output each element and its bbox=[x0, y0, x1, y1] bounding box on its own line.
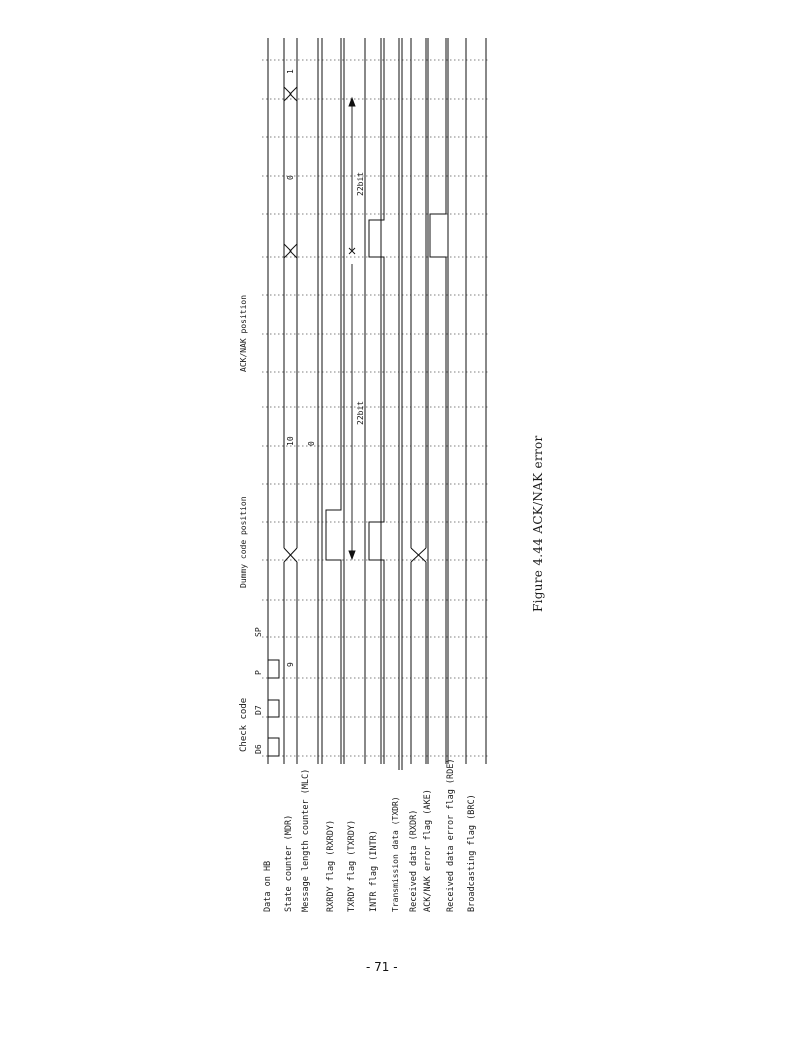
arrow-head bbox=[349, 551, 355, 559]
page-number: - 71 - bbox=[366, 960, 398, 974]
lane-txdr bbox=[399, 38, 402, 770]
dotted-time-gridlines bbox=[262, 60, 488, 756]
state-value-9: 9 bbox=[286, 662, 295, 667]
bit-label-p: P bbox=[254, 670, 263, 675]
bit-box-p bbox=[268, 660, 279, 678]
bit-box-d6 bbox=[268, 738, 279, 756]
span-label-second: 22bit bbox=[356, 171, 365, 196]
state-value-0: 0 bbox=[286, 175, 295, 180]
lane-rxdr bbox=[411, 38, 426, 764]
lane-data-on-hb bbox=[268, 38, 279, 764]
rxrdy-pulse bbox=[326, 38, 341, 764]
signal-label-txdr: Transmission data (TXDR) bbox=[391, 796, 400, 912]
lane-rxrdy bbox=[322, 38, 341, 764]
signal-lanes bbox=[268, 38, 486, 770]
bit-label-d7: D7 bbox=[254, 705, 263, 715]
state-value-1: 1 bbox=[286, 69, 295, 74]
bit-label-sp: SP bbox=[254, 627, 263, 637]
state-value-10: 10 bbox=[286, 436, 295, 446]
signal-label-mdr: State counter (MDR) bbox=[284, 814, 294, 912]
signal-label-rxdr: Received data (RXDR) bbox=[409, 809, 419, 912]
span-label-first: 22bit bbox=[356, 400, 365, 425]
signal-label-ake: ACK/NAK error flag (AKE) bbox=[423, 789, 433, 912]
lane-intr bbox=[369, 38, 384, 764]
lane-state-counter-mdr bbox=[284, 38, 297, 764]
signal-label-data-on-hb: Data on HB bbox=[263, 860, 273, 912]
signal-label-brc: Broadcasting flag (BRC) bbox=[467, 794, 477, 912]
bit-label-d6: D6 bbox=[254, 744, 263, 754]
signal-label-rde: Received data error flag (RDE) bbox=[446, 758, 456, 912]
mlc-value-0: 0 bbox=[307, 441, 316, 446]
lane-rde bbox=[448, 38, 466, 764]
signal-label-txrdy: TXRDY flag (TXRDY) bbox=[347, 819, 357, 912]
ack-nak-label: ACK/NAK position bbox=[239, 294, 248, 372]
bit-box-d7 bbox=[268, 700, 279, 717]
signal-label-rxrdy: RXRDY flag (RXRDY) bbox=[326, 819, 336, 912]
ake-pulse bbox=[430, 38, 446, 764]
intr-pulse bbox=[369, 38, 384, 764]
dummy-code-label: Dummy code position bbox=[239, 496, 248, 588]
check-code-label: Check code bbox=[239, 697, 249, 752]
figure-caption: Figure 4.44 ACK/NAK error bbox=[531, 435, 545, 612]
signal-label-mlc: Message length counter (MLC) bbox=[301, 768, 311, 912]
signal-label-intr: INTR flag (INTR) bbox=[369, 830, 379, 912]
bit-span-arrows bbox=[349, 98, 355, 559]
lane-ake bbox=[428, 38, 446, 764]
